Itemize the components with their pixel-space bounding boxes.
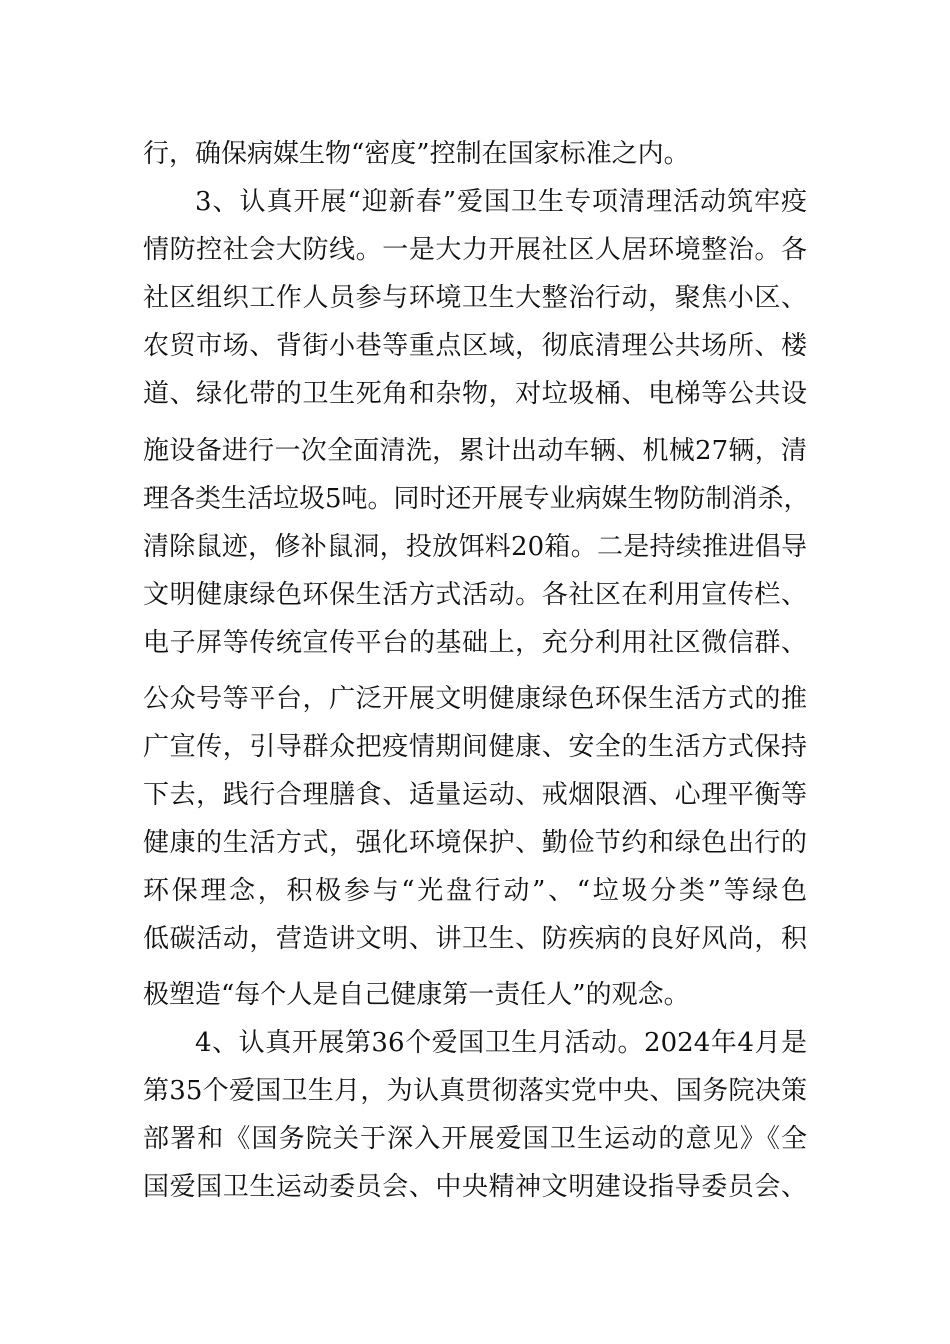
text-line: 广宣传，引导群众把疫情期间健康、安全的生活方式保持 <box>143 732 807 762</box>
text-line: 理各类生活垃圾5吨。同时还开展专业病媒生物防制消杀， <box>143 484 810 514</box>
text-line: 公众号等平台，广泛开展文明健康绿色环保生活方式的推 <box>143 684 807 714</box>
text-line: 社区组织工作人员参与环境卫生大整治行动，聚焦小区、 <box>143 283 807 313</box>
text-line: 3、认真开展“迎新春”爱国卫生专项清理活动筑牢疫 <box>195 187 807 217</box>
text-line: 情防控社会大防线。一是大力开展社区人居环境整治。各 <box>143 235 807 265</box>
text-line: 国爱国卫生运动委员会、中央精神文明建设指导委员会、 <box>143 1172 807 1202</box>
text-line: 下去，践行合理膳食、适量运动、戒烟限酒、心理平衡等 <box>143 780 807 810</box>
text-line: 极塑造“每个人是自己健康第一责任人”的观念。 <box>143 980 690 1010</box>
text-line: 道、绿化带的卫生死角和杂物，对垃圾桶、电梯等公共设 <box>143 379 807 409</box>
text-line: 文明健康绿色环保生活方式活动。各社区在利用宣传栏、 <box>143 580 807 610</box>
text-line: 4、认真开展第36个爱国卫生月活动。2024年4月是 <box>195 1028 807 1058</box>
text-line: 第35个爱国卫生月，为认真贯彻落实党中央、国务院决策 <box>143 1076 807 1106</box>
text-line: 农贸市场、背街小巷等重点区域，彻底清理公共场所、楼 <box>143 331 807 361</box>
text-line: 环保理念，积极参与“光盘行动”、“垃圾分类”等绿色 <box>143 876 807 906</box>
text-line: 部署和《国务院关于深入开展爱国卫生运动的意见》《全 <box>143 1124 807 1154</box>
text-line: 行，确保病媒生物“密度”控制在国家标准之内。 <box>143 139 690 169</box>
text-line: 低碳活动，营造讲文明、讲卫生、防疾病的良好风尚，积 <box>143 924 807 954</box>
text-line: 施设备进行一次全面清洗，累计出动车辆、机械27辆，清 <box>143 436 807 466</box>
text-line: 清除鼠迹，修补鼠洞，投放饵料20箱。二是持续推进倡导 <box>143 532 807 562</box>
text-line: 电子屏等传统宣传平台的基础上，充分利用社区微信群、 <box>143 628 807 658</box>
text-line: 健康的生活方式，强化环境保护、勤俭节约和绿色出行的 <box>143 828 807 858</box>
